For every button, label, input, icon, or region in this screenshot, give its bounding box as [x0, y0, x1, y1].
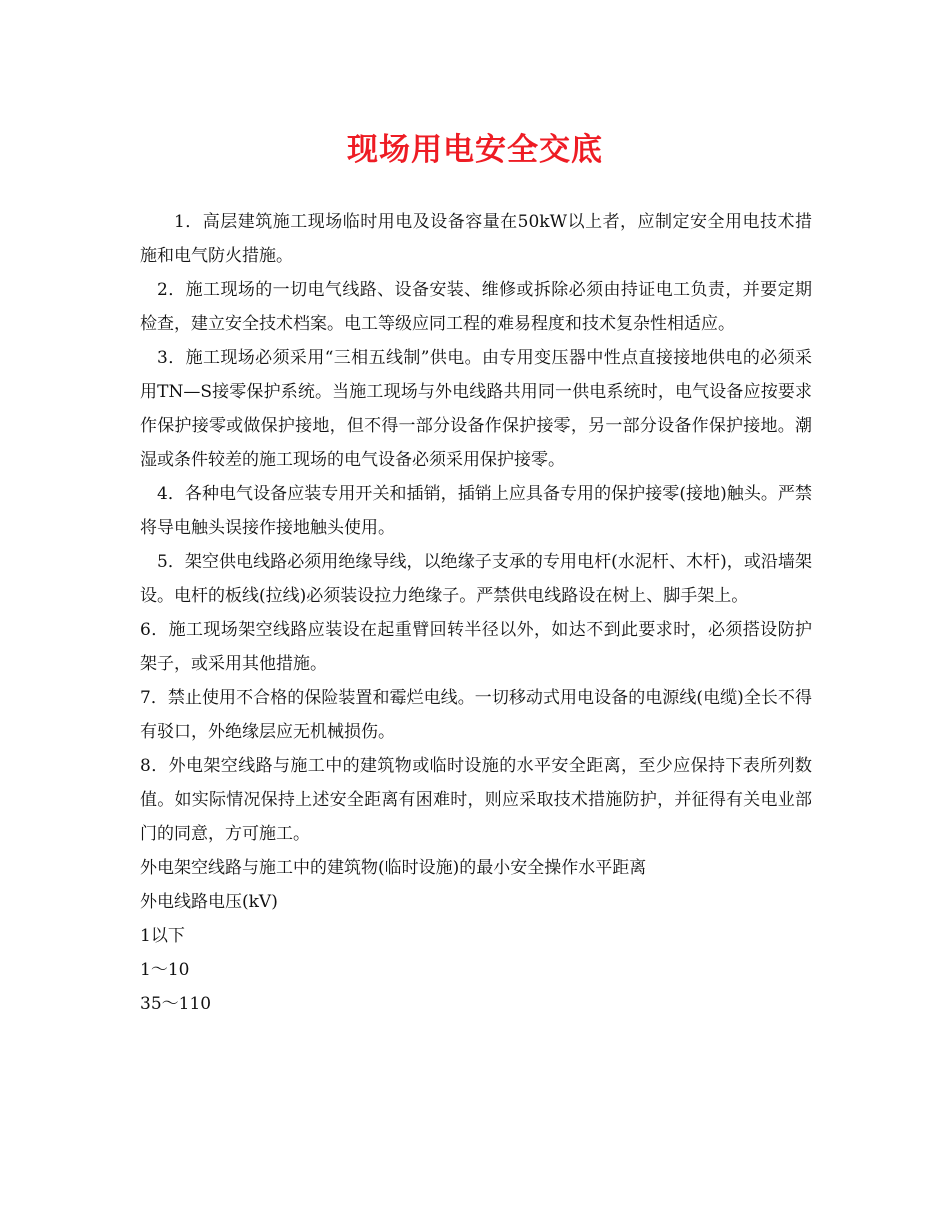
table-cell-voltage-3: 35～110 — [140, 994, 212, 1014]
paragraph-6: 6．施工现场架空线路应装设在起重臂回转半径以外，如达不到此要求时，必须搭设防护架子，或采用其他措施。 — [140, 620, 812, 674]
table-cell-voltage-2: 1～10 — [140, 960, 190, 980]
paragraph-4: 4．各种电气设备应装专用开关和插销，插销上应具备专用的保护接零(接地)触头。严禁将导电触头误接作接地触头使用。 — [140, 484, 812, 538]
document-title: 现场用电安全交底 — [347, 132, 603, 168]
paragraph-7: 7．禁止使用不合格的保险装置和霉烂电线。一切移动式用电设备的电源线(电缆)全长不得有驳口，外绝缘层应无机械损伤。 — [140, 688, 812, 742]
paragraph-5: 5．架空供电线路必须用绝缘导线，以绝缘子支承的专用电杆(水泥杆、木杆)，或沿墙架设。电杆的板线(拉线)必须装设拉力绝缘子。严禁供电线路设在树上、脚手架上。 — [140, 552, 812, 606]
table-cell-voltage-1: 1以下 — [140, 926, 185, 946]
document-body — [140, 205, 812, 1021]
paragraph-8: 8．外电架空线路与施工中的建筑物或临时设施的水平安全距离，至少应保持下表所列数值。如实际情况保持上述安全距离有困难时，则应采取技术措施防护，并征得有关电业部门的同意，方可施工。 — [140, 756, 812, 844]
table-caption: 外电架空线路与施工中的建筑物(临时设施)的最小安全操作水平距离 — [140, 858, 647, 878]
paragraph-3: 3．施工现场必须采用“三相五线制”供电。由专用变压器中性点直接接地供电的必须采用TN—S接零保护系统。当施工现场与外电线路共用同一供电系统时，电气设备应按要求作保护接零或做保护接地，但不得一部分设备作保护接零，另一部分设备作保护接地。潮湿或条件较差的施工现场的电气设备必须采用保护接零。 — [140, 348, 812, 470]
paragraph-1: 1．高层建筑施工现场临时用电及设备容量在50kW以上者，应制定安全用电技术措施和电气防火措施。 — [140, 212, 812, 266]
paragraph-2: 2．施工现场的一切电气线路、设备安装、维修或拆除必须由持证电工负责，并要定期检查，建立安全技术档案。电工等级应同工程的难易程度和技术复杂性相适应。 — [140, 280, 812, 334]
table-header-voltage: 外电线路电压(kV) — [140, 892, 278, 912]
